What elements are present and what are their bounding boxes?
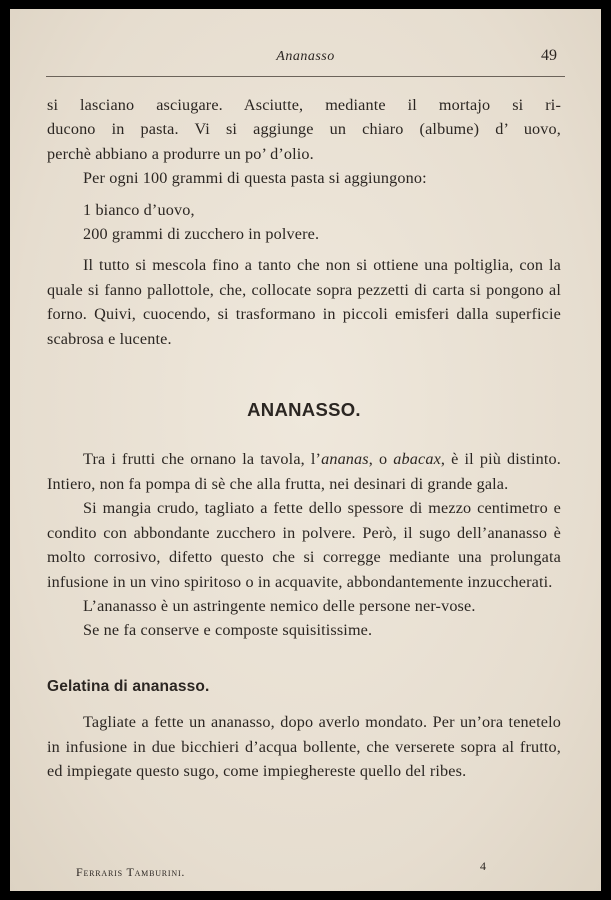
subsection-title: Gelatina di ananasso. [47, 677, 210, 695]
text-run: , o [368, 450, 394, 469]
section-title: ANANASSO. [247, 399, 361, 421]
ingredient-item: 200 grammi di zucchero in polvere. [83, 225, 320, 244]
paragraph-line: ducono in pasta. Vi si aggiunge un chiaro (albume) d’ uovo, [47, 120, 561, 139]
header-rule [46, 76, 565, 77]
paragraph-line: perchè abbiano a produrre un po’ d’olio. [47, 144, 314, 163]
signature-mark: 4 [480, 859, 486, 873]
paragraph-eating: Si mangia crudo, tagliato a fette dello spessore di mezzo centimetro e condito con abbondante zucchero in polvere. Però, il sugo dell’ananasso è molto corrosivo, difetto questo che si corregge mediante una prolungata infusione in un vino spiritoso o in acquavite, abbondantemente inzuccherati. [47, 499, 561, 591]
text-run: Tra i frutti che ornano la tavola, l’ [83, 450, 322, 469]
printer-signature: Ferraris Tamburini. [76, 865, 186, 879]
italic-term: abacax [393, 450, 441, 469]
paragraph-pasta: Per ogni 100 grammi di questa pasta si aggiungono: [83, 169, 427, 188]
page-number: 49 [541, 47, 557, 64]
paragraph-mix: Il tutto si mescola fino a tanto che non si ottiene una poltiglia, con la quale si fanno pallottole, che, collocate sopra pezzetti di carta si pongono al forno. Quivi, cuocendo, si trasformano in piccoli emisferi dalla superficie scabrosa e lucente. [47, 256, 561, 348]
paragraph-preserves: Se ne fa conserve e composte squisitissime. [83, 621, 373, 640]
page-footer [76, 859, 486, 885]
text-run: , è il più distinto. Intiero, non fa pompa di sè che alla frutta, nei desinari di grande gala. [47, 450, 561, 493]
paragraph-line: si lasciano asciugare. Asciutte, mediante il mortajo si ri- [47, 96, 561, 114]
page-header [46, 49, 565, 79]
paragraph-intro [47, 447, 561, 496]
book-page [10, 9, 601, 891]
spacer [47, 246, 561, 253]
ingredient-item: 1 bianco d’uovo, [83, 200, 195, 219]
page-body [47, 93, 561, 783]
paragraph-gelatina: Tagliate a fette un ananasso, dopo averlo mondato. Per un’ora tenetelo in infusione in due bicchieri d’acqua bollente, che verserete sopra al frutto, ed impiegate questo sugo, come impieghereste quello del ribes. [47, 713, 561, 780]
italic-term: ananas [321, 450, 369, 469]
running-title: Ananasso [276, 49, 335, 64]
paragraph-astringent: L’ananasso è un astringente nemico delle persone ner-vose. [83, 596, 476, 615]
